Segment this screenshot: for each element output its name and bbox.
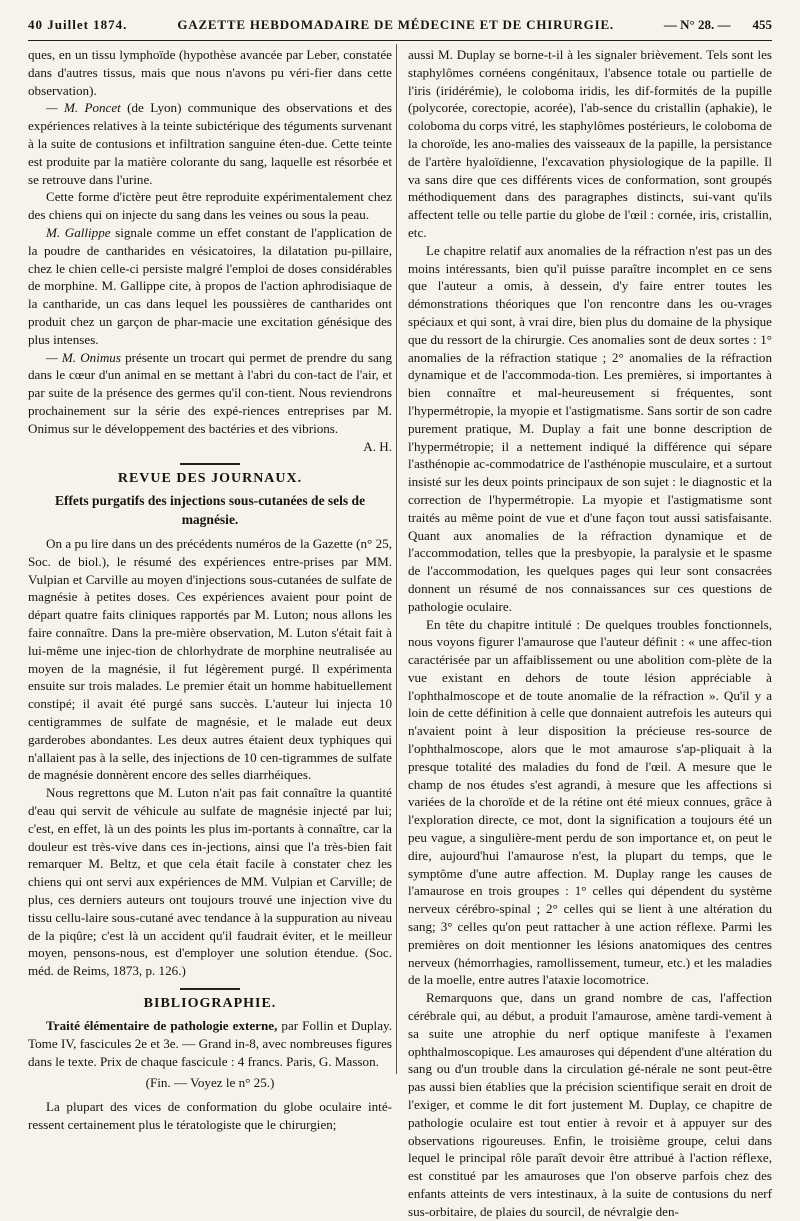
left-column (28, 46, 392, 1133)
article-title: Effets purgatifs des injections sous-cutanées de sels de magnésie. (54, 493, 366, 527)
speaker-name: — M. Onimus (46, 349, 121, 365)
header-date: 40 Juillet 1874. (28, 17, 128, 32)
paragraph: La plupart des vices de conformation du globe oculaire inté-ressent certainement plus le tératologiste que le chirurgien; (28, 1099, 392, 1133)
paragraph: — M. Poncet (de Lyon) communique des observations et des expériences relatives à la teinte subictérique des téguments survenant à la suite de contusions et infiltration sanguine éten-due. Cette teinte est produite par la matière colorante du sang, laquelle est résorbée et se retrouve dans l'urine. (28, 100, 392, 187)
paragraph: Remarquons que, dans un grand nombre de cas, l'affection cérébrale qui, au début, a produit l'amaurose, amène tardi-vement à sa suite une atrophie du nerf optique manifeste à l'examen ophthalmoscopique. Les amauroses qui dépendent d'une altération du sang ou d'un trouble dans la circulation gé-nérale ne sont peut-être pas aussi bien établies que la précision scientifique serait en droit de l'exiger, et comme le dit fort justement M. Duplay, ce chapitre de pathologie oculaire est tout entier à revoir et à appuyer sur des observations rigoureuses. Enfin, le troisième groupe, celui dans lequel le principal rôle paraît devoir être attribué à l'action réflexe, est constitué par les amauroses que l'on observe parfois chez des enfants atteints de vers intestinaux, à la suite de contusions du nerf sus-orbitaire, de plaies du sourcil, de névralgie den- (408, 990, 772, 1219)
right-column (408, 46, 772, 1219)
header-issue-number: — N° 28. — (663, 17, 731, 32)
section-heading-bibliographie: BIBLIOGRAPHIE. (28, 988, 392, 1013)
speaker-name: — M. Poncet (46, 100, 121, 116)
paragraph: aussi M. Duplay se borne-t-il à les signaler brièvement. Tels sont les staphylômes cornéens congénitaux, l'absence totale ou partielle de l'iris (iridérémie), le coloboma iridis, les dif-formités de la pupille (polycorée, corectopie, acorée), l'ab-sence du cristallin (aphakie), le coloboma du corps vitré, les staphylômes postérieurs, le coloboma de la choroïde, les ano-malies des vaisseaux de la papille, la persistance de l'artère hyaloïdienne, l'excavation physiologique de la papille. Il va sans dire que ces différents vices de conformation, sont groupés méthodiquement dans des paragraphes distincts, sui-vant qu'ils affectent telle ou telle partie du globe de l'œil : cornée, iris, cristallin, etc. (408, 47, 772, 240)
book-reference: Traité élémentaire de pathologie externe, par Follin et Duplay. Tome IV, fascicules 2e et 3e. — Grand in-8, avec nombreuses figures dans le texte. Prix de chaque fascicule : 4 francs. Paris, G. Masson. (28, 1018, 392, 1069)
book-title: Traité élémentaire de pathologie externe, (46, 1018, 278, 1034)
speaker-name: M. Gallippe (46, 224, 111, 240)
paragraph: En tête du chapitre intitulé : De quelques troubles fonctionnels, nous voyons figurer l'amaurose que l'auteur définit : « une affec-tion caractérisée par un affaiblissement ou une abolition com-plète de la vue existant en dehors de toute lésion appréciable à l'ophthalmoscope et de toute anomalie de la réfraction ». Qu'il y a loin de cette définition à celle que donnaient autrefois les auteurs qui n'avaient point à leur disposition la précieuse res-source de l'ophthalmoscope, alors que le mot amaurose s'ap-pliquait à la presque totalité des maladies du fond de l'œil. A mesure que le champ de nos études s'est agrandi, à mesure que les affections si variées de la choroïde et de la rétine ont été mieux connues, grâce à l'exploration directe, ce mot, dont la signification a toujours été un peu vague, a singulière-ment perdu de son importance et, on peut le dire, aujourd'hui l'amaurose n'est, la plupart du temps, que le symptôme d'une autre affection. M. Duplay range les causes de l'amaurose en trois groupes : 1° celles qui dépendent du système nerveux cérébro-spinal ; 2° celles qui se lient à une altération du sang; 3° celles qu'on peut rattacher à une action réflexe. Parmi les premières on doit mentionner les lésions anatomiques des centres nerveux (hémorrhagies, ramollissement, tumeur, etc.) et les maladies de la moelle, entre autres l'ataxie locomotrice. (408, 616, 772, 988)
header-title: GAZETTE HEBDOMADAIRE DE MÉDECINE ET DE CHIRURGIE. (177, 17, 614, 32)
paragraph: Le chapitre relatif aux anomalies de la réfraction n'est pas un des moins intéressants, bien qu'il puisse paraître incomplet en ce sens que l'auteur a omis, à dessein, d'y faire entrer toutes les démonstrations théoriques que l'on rencontre dans les ou-vrages spéciaux et qui sont, à vrai dire, bien plus du domaine de la physique que du ressort de la chirurgie. Ces anomalies sont de deux sortes : 1° anomalies de la réfraction statique ; 2° anomalies de la réfraction dynamique et de l'accommoda-tion. Les premières, si importantes à bien connaître et mal-heureusement si fréquentes, sont l'hypermétropie, la myopie et l'astigmatisme. Sans sortir de son cadre purement pratique, M. Duplay a fait une bonne description de l'hypermétropie; il a nettement indiqué la différence qui sépare l'asthénopie ac-commodatrice de l'asthénopie musculaire, et a surtout insisté sur les deux points principaux de son sujet : le diagnostic et la correction de l'hypermétropie. La myopie et l'astigmatisme sont traités au même point de vue et d'une façon tout aussi satisfaisante. Quant aux anomalies de la réfraction dynamique et de l'accommodation, telles que la presbyopie, la paralysie et le spasme de l'accommodation, les quelques pages qui leur sont consacrées donnent un résumé de nos connaissances sur ces questions de pathologie oculaire. (408, 242, 772, 614)
column-divider (396, 44, 397, 1074)
paragraph: ques, en un tissu lymphoïde (hypothèse avancée par Leber, constatée dans d'autres tissus, mais que nous n'avons pu véri-fier dans cette observation). (28, 47, 392, 98)
paragraph: On a pu lire dans un des précédents numéros de la Gazette (n° 25, Soc. de biol.), le résumé des expériences entre-prises par MM. Vulpian et Carville au moyen d'injections sous-cutanées de sulfate de magnésie à petites doses. Ces expériences avaient pour point de départ quatre faits cliniques rapportés par M. Luton; nous allons les faire connaître. Dans la pre-mière observation, M. Luton s'était fait à lui-même une injec-tion de chlorhydrate de morphine neutralisée au moyen de la magnésie, il fut légèrement purgé. Il expérimenta ensuite sur trois malades. Le premier était un homme habituellement constipé; il avait été purgé sans succès. L'auteur lui injecta 10 centigrammes de sulfate de magnésie, et le malade eut deux garderobes abondantes. Les deux autres étaient deux typhiques qui n'allaient pas à la selle, des injections de 10 cen-tigrammes de sulfate de magnésie donnèrent encore des selles diarrhéiques. (28, 536, 392, 783)
paragraph: — M. Onimus présente un trocart qui permet de prendre du sang dans le cœur d'un animal en se mettant à l'abri du con-tact de l'air, et par suite de la présence des germes qu'il con-tient. Nous reviendrons prochainement sur la série des expé-riences entreprises par M. Onimus sur le développement des bactéries et des vibrions. (28, 349, 392, 436)
paragraph: Nous regrettons que M. Luton n'ait pas fait connaître la quantité d'eau qui servit de véhicule au sulfate de magnésie injecté par lui; c'est, en effet, là un des points les plus im-portants à connaître, car la douleur est très-vive dans ces in-jections, ainsi que l'a très-bien fait remarquer M. Beltz, et que cela était facile à constater chez les chiens qui ont servi aux expériences de MM. Vulpian et Carville; de plus, ces derniers auteurs ont toujours trouvé une injection vive du tissu cellu-laire sous-cutané avec tendance à la suppuration au niveau de la piqûre; c'est là un accident qu'il faudrait éviter, et le meilleur moyen, pensons-nous, est d'employer une solution étendue. (Soc. méd. de Reims, 1873, p. 126.) (28, 785, 392, 979)
page-header (28, 10, 772, 41)
section-heading-revue: REVUE DES JOURNAUX. (28, 463, 392, 488)
header-page-number: 455 (752, 17, 772, 32)
paragraph: Cette forme d'ictère peut être reproduite expérimentalement chez des chiens qui on injecte du sang dans les veines ou sous la peau. (28, 189, 392, 223)
signature: A. H. (363, 438, 392, 454)
paragraph: M. Gallippe signale comme un effet constant de l'application de la poudre de cantharides en vésicatoires, la dilatation pu-pillaire, chez le chien celle-ci persiste malgré l'emploi de doses considérables de morphine. M. Gallippe cite, à propos de l'action aphrodisiaque de la cantharide, un cas dans lequel les poussières de cantharides ont produit chez un garçon de phar-macie une excitation génésique des plus intenses. (28, 224, 392, 347)
continuation-note: (Fin. — Voyez le n° 25.) (145, 1075, 275, 1091)
